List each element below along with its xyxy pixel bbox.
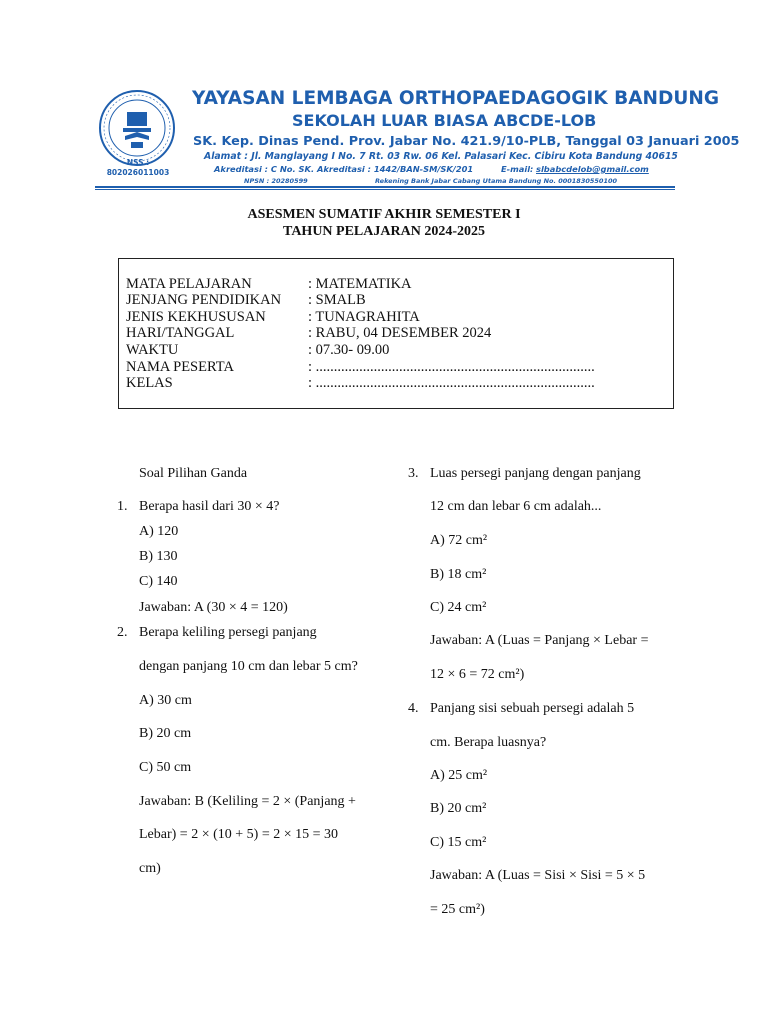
question-text: Berapa hasil dari 30 × 4? xyxy=(139,499,280,514)
answer-text: Lebar) = 2 × (10 + 5) = 2 × 15 = 30 xyxy=(139,827,339,842)
option-b: B) 20 cm xyxy=(139,726,192,741)
answer-text: = 25 cm²) xyxy=(430,902,485,917)
foundation-name: YAYASAN LEMBAGA ORTHOPAEDAGOGIK BANDUNG xyxy=(192,88,720,109)
question-text: Luas persegi panjang dengan panjang xyxy=(430,466,641,481)
address-line: Alamat : Jl. Manglayang I No. 7 Rt. 03 Rw. 06 Kel. Palasari Kec. Cibiru Kota Bandung 40615 xyxy=(204,151,678,162)
question-text: dengan panjang 10 cm dan lebar 5 cm? xyxy=(139,659,358,674)
option-c: C) 50 cm xyxy=(139,760,192,775)
letterhead-rule-thin xyxy=(95,189,675,190)
school-logo xyxy=(97,88,177,168)
info-value: : ............................................................................. xyxy=(308,359,595,375)
nss-number: 802026011003 xyxy=(106,168,170,177)
section-title: Soal Pilihan Ganda xyxy=(139,466,248,481)
option-a: A) 72 cm² xyxy=(430,533,488,548)
question-text: cm. Berapa luasnya? xyxy=(430,735,547,750)
info-value: : TUNAGRAHITA xyxy=(308,309,420,325)
doc-title-line1: ASESMEN SUMATIF AKHIR SEMESTER I xyxy=(247,207,521,222)
email-label: E-mail: xyxy=(501,164,534,174)
info-value: : ............................................................................. xyxy=(308,375,595,391)
decree-line: SK. Kep. Dinas Pend. Prov. Jabar No. 421.9/10-PLB, Tanggal 03 Januari 2005 xyxy=(193,134,740,149)
info-row-class xyxy=(126,375,595,392)
info-label: NAMA PESERTA xyxy=(126,359,234,375)
question-text: 12 cm dan lebar 6 cm adalah... xyxy=(430,499,602,514)
question-number: 1. xyxy=(117,499,128,514)
exam-info-box xyxy=(118,258,674,409)
option-b: B) 130 xyxy=(139,549,178,564)
nss-label: NSS : xyxy=(126,158,150,167)
answer-text: Jawaban: B (Keliling = 2 × (Panjang + xyxy=(139,794,356,809)
bank-line: Rekening Bank Jabar Cabang Utama Bandung No. 0001830550100 xyxy=(375,177,618,185)
question-number: 2. xyxy=(117,625,128,640)
question-number: 4. xyxy=(408,701,419,716)
info-row-date xyxy=(126,325,491,342)
option-a: A) 30 cm xyxy=(139,693,192,708)
option-b: B) 20 cm² xyxy=(430,801,487,816)
info-label: HARI/TANGGAL xyxy=(126,325,235,341)
info-row-name xyxy=(126,359,595,376)
email-link[interactable]: slbabcdelob@gmail.com xyxy=(536,164,649,174)
info-value: : 07.30- 09.00 xyxy=(308,342,390,358)
option-b: B) 18 cm² xyxy=(430,567,487,582)
option-c: C) 15 cm² xyxy=(430,835,487,850)
info-row-specialty xyxy=(126,309,420,326)
info-label: WAKTU xyxy=(126,342,179,358)
info-row-level xyxy=(126,292,366,309)
option-c: C) 140 xyxy=(139,574,178,589)
info-label: JENIS KEKHUSUSAN xyxy=(126,309,266,325)
info-label: JENJANG PENDIDIKAN xyxy=(126,292,282,308)
option-c: C) 24 cm² xyxy=(430,600,487,615)
info-label: KELAS xyxy=(126,375,173,391)
answer-text: 12 × 6 = 72 cm²) xyxy=(430,667,525,682)
info-value: : MATEMATIKA xyxy=(308,276,412,292)
info-row-subject xyxy=(126,276,412,293)
accreditation-line: Akreditasi : C No. SK. Akreditasi : 1442/BAN-SM/SK/201 xyxy=(214,164,474,174)
question-text: Berapa keliling persegi panjang xyxy=(139,625,317,640)
option-a: A) 25 cm² xyxy=(430,768,488,783)
question-text: Panjang sisi sebuah persegi adalah 5 xyxy=(430,701,635,716)
option-a: A) 120 xyxy=(139,524,179,539)
doc-title-line2: TAHUN PELAJARAN 2024-2025 xyxy=(283,224,485,239)
answer-text: cm) xyxy=(139,861,161,876)
letterhead-rule xyxy=(95,186,675,188)
answer-text: Jawaban: A (Luas = Panjang × Lebar = xyxy=(430,633,649,648)
answer-text: Jawaban: A (30 × 4 = 120) xyxy=(139,600,288,615)
npsn-line: NPSN : 20280599 xyxy=(244,177,308,185)
info-value: : SMALB xyxy=(308,292,366,308)
answer-text: Jawaban: A (Luas = Sisi × Sisi = 5 × 5 xyxy=(430,868,646,883)
school-name: SEKOLAH LUAR BIASA ABCDE-LOB xyxy=(292,111,597,130)
info-label: MATA PELAJARAN xyxy=(126,276,252,292)
info-value: : RABU, 04 DESEMBER 2024 xyxy=(308,325,492,341)
info-row-time xyxy=(126,342,389,359)
question-number: 3. xyxy=(408,466,419,481)
